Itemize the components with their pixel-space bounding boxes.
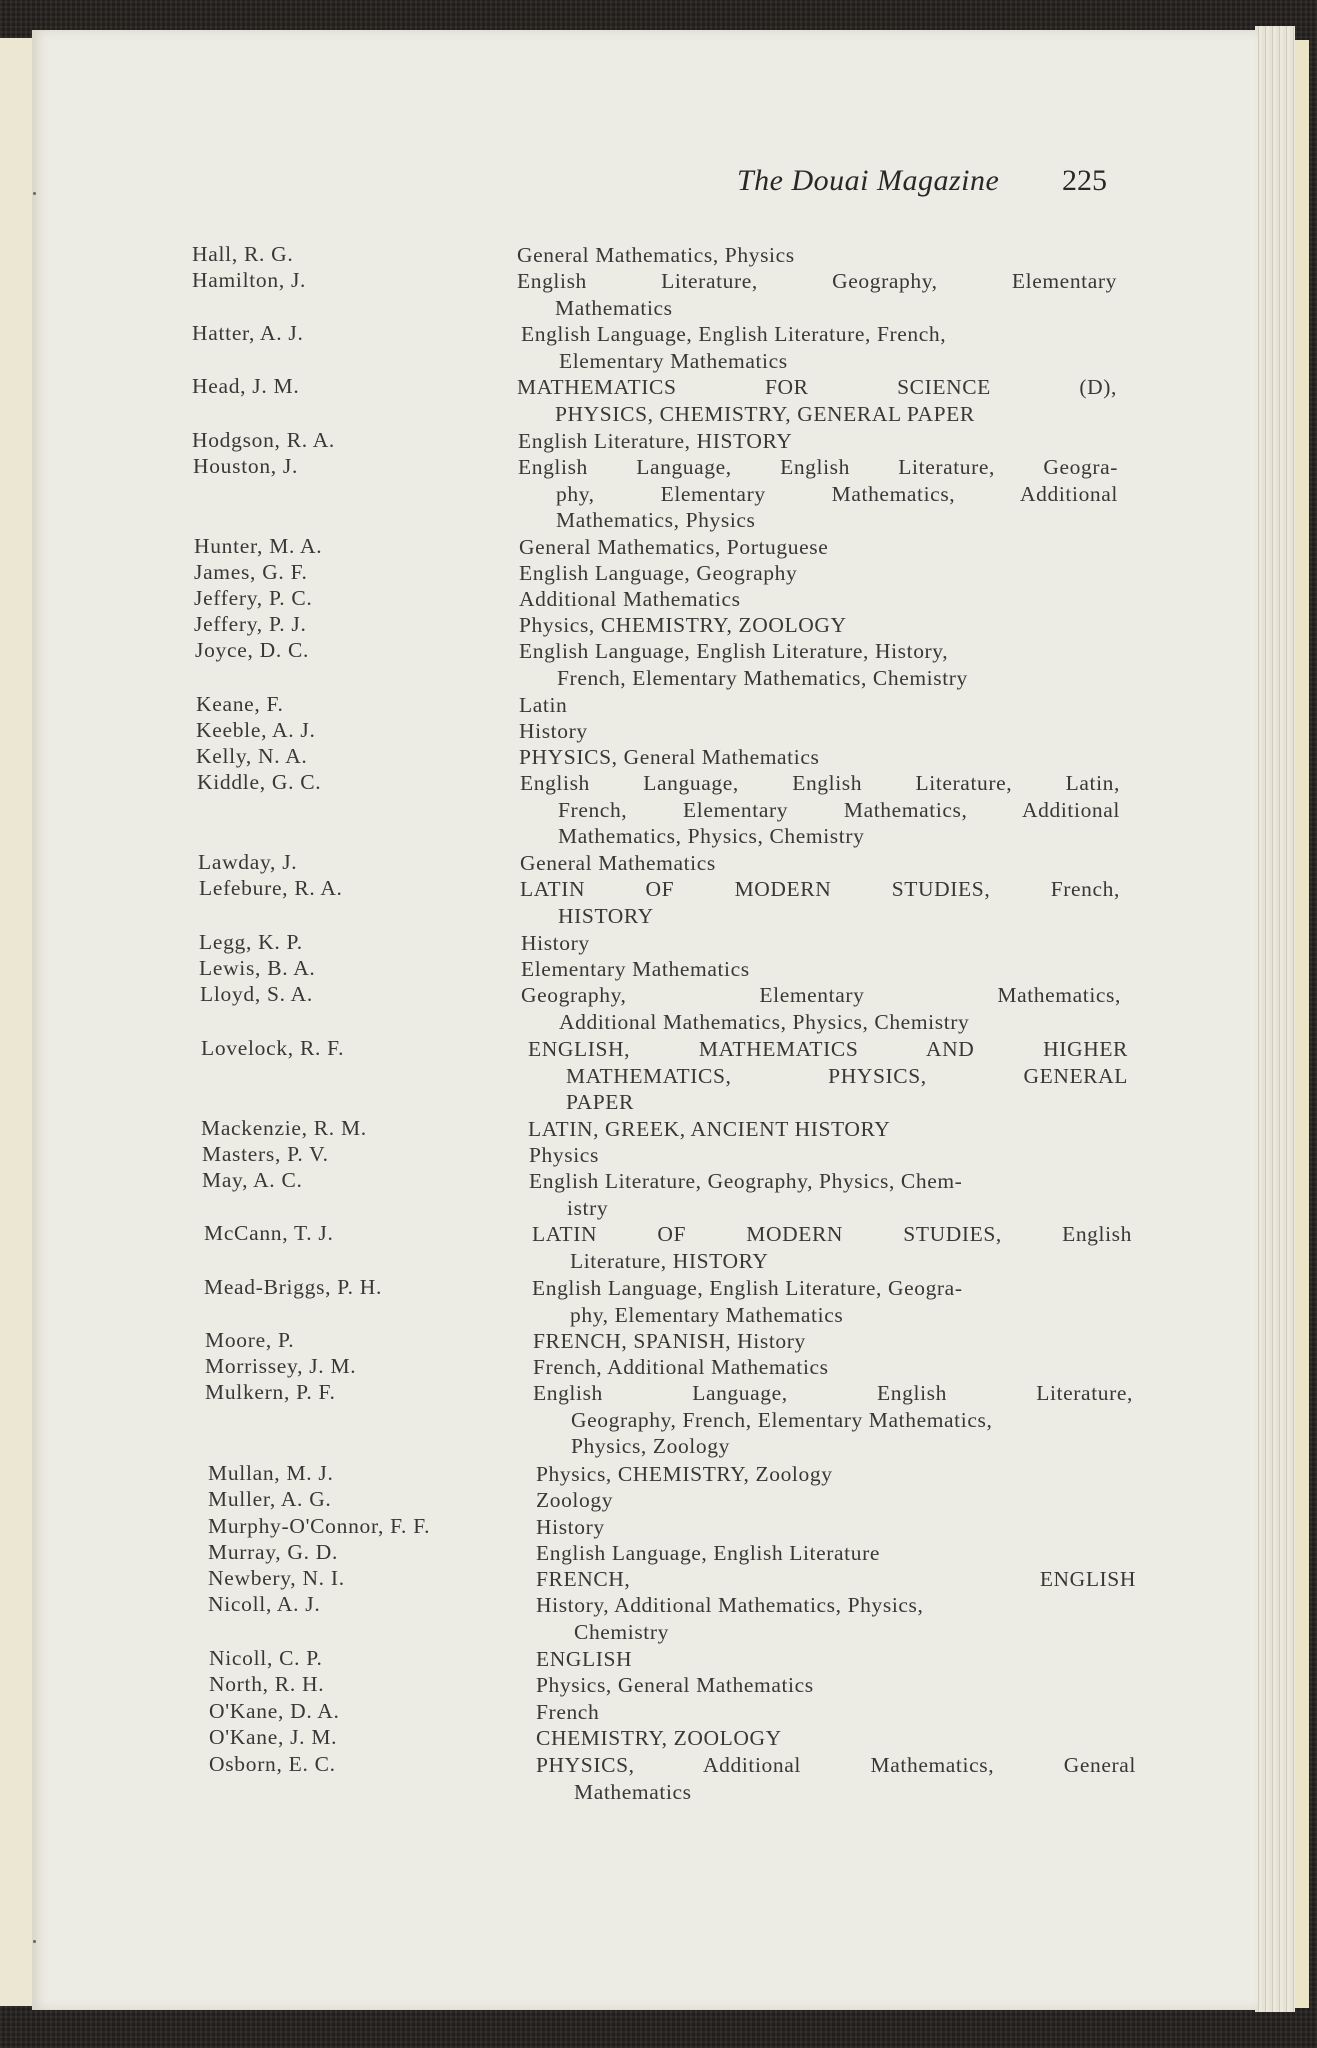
student-name: Kelly, N. A. <box>196 744 308 768</box>
subject-line: ENGLISH, MATHEMATICS AND HIGHER <box>528 1037 1128 1061</box>
subject-line: LATIN OF MODERN STUDIES, English <box>532 1222 1132 1246</box>
student-name: Lawday, J. <box>198 850 298 874</box>
student-name: Head, J. M. <box>192 374 300 398</box>
student-name: Jeffery, P. C. <box>194 586 313 610</box>
subject-line: English Literature, Geography, Elementary <box>517 269 1117 293</box>
student-name: Lefebure, R. A. <box>199 876 343 900</box>
subject-line: ENGLISH <box>536 1647 633 1671</box>
subject-line: History <box>519 719 588 743</box>
subjects-passed <box>519 638 1119 691</box>
student-name: Jeffery, P. J. <box>194 612 307 636</box>
subject-line-continuation: Physics, Zoology <box>571 1434 730 1458</box>
student-name: Legg, K. P. <box>199 930 303 954</box>
subject-line: Elementary Mathematics <box>521 957 750 981</box>
student-name: Murphy-O'Connor, F. F. <box>208 1514 431 1538</box>
subject-line: French, Additional Mathematics <box>533 1355 829 1379</box>
subject-line: English Language, Geography <box>519 561 798 585</box>
page-number: 225 <box>1062 164 1107 197</box>
subject-line: French <box>536 1700 600 1724</box>
student-name: Morrissey, J. M. <box>205 1354 357 1378</box>
subject-line: English Language, English Literature, History, <box>519 639 949 663</box>
student-name: Lewis, B. A. <box>199 956 316 980</box>
subjects-passed <box>520 876 1120 929</box>
subject-line-continuation: MATHEMATICS, PHYSICS, GENERAL <box>566 1063 1128 1088</box>
subject-line: Geography, Elementary Mathematics, <box>521 983 1121 1007</box>
subject-line: History <box>536 1515 605 1539</box>
student-name: Kiddle, G. C. <box>197 770 322 794</box>
subjects-passed <box>520 770 1120 850</box>
subjects-passed <box>517 242 1117 269</box>
subjects-passed <box>519 692 1119 719</box>
subjects-passed <box>528 1116 1128 1143</box>
subject-line: General Mathematics <box>520 851 716 875</box>
subjects-passed <box>519 718 1119 745</box>
student-name: Hodgson, R. A. <box>192 428 335 452</box>
student-name: O'Kane, D. A. <box>209 1699 340 1723</box>
student-name: Masters, P. V. <box>202 1142 329 1166</box>
subject-line-continuation: Mathematics, Physics, Chemistry <box>558 824 865 848</box>
student-name: Lloyd, S. A. <box>200 982 313 1006</box>
subject-line: English Language, English Literature, Geogra- <box>518 455 1118 479</box>
student-name: Moore, P. <box>205 1328 295 1352</box>
subjects-passed <box>521 982 1121 1035</box>
subject-line: English Language, English Literature, Geogra- <box>532 1276 963 1300</box>
student-name: Lovelock, R. F. <box>201 1036 345 1060</box>
margin-speck <box>33 1940 36 1943</box>
subject-line: Additional Mathematics <box>519 587 741 611</box>
student-name: Houston, J. <box>193 454 299 478</box>
student-name: Hunter, M. A. <box>194 534 323 558</box>
subject-line-continuation: Chemistry <box>574 1619 669 1644</box>
subject-line: English Language, English Literature, <box>533 1381 1133 1405</box>
subject-line-continuation: Literature, HISTORY <box>570 1248 769 1273</box>
student-name: Joyce, D. C. <box>195 638 310 662</box>
subject-line: FRENCH, ENGLISH <box>536 1567 1136 1591</box>
subject-line-continuation: Geography, French, Elementary Mathematics, <box>571 1407 993 1432</box>
subjects-passed <box>518 428 1118 455</box>
subjects-passed <box>521 956 1121 983</box>
subjects-passed <box>533 1380 1133 1460</box>
subject-line-continuation: PAPER <box>566 1090 634 1114</box>
subject-line: PHYSICS, General Mathematics <box>519 745 820 769</box>
subject-line-continuation: Elementary Mathematics <box>559 348 788 373</box>
subject-line: English Language, English Literature <box>536 1541 881 1565</box>
subject-line: History <box>521 931 590 955</box>
student-name: Keane, F. <box>196 692 284 716</box>
subject-line: English Language, English Literature, French, <box>521 322 947 346</box>
subject-line-continuation: French, Elementary Mathematics, Additional <box>558 797 1120 822</box>
student-name: Nicoll, A. J. <box>208 1592 321 1616</box>
student-name: Nicoll, C. P. <box>209 1646 323 1670</box>
subjects-passed <box>517 374 1117 427</box>
student-name: Osborn, E. C. <box>209 1752 336 1776</box>
student-name: Keeble, A. J. <box>196 718 316 742</box>
subjects-passed <box>519 612 1119 639</box>
subjects-passed <box>529 1142 1129 1169</box>
student-name: Muller, A. G. <box>208 1487 332 1511</box>
back-cover-edge <box>1295 40 1309 2008</box>
subjects-passed <box>536 1540 1136 1567</box>
subject-line-continuation: Mathematics <box>574 1779 692 1804</box>
subject-line: General Mathematics, Portuguese <box>519 535 829 559</box>
running-title: The Douai Magazine <box>737 164 1000 197</box>
student-name: Mackenzie, R. M. <box>201 1116 367 1140</box>
subjects-passed <box>536 1592 1136 1645</box>
subjects-passed <box>532 1221 1132 1274</box>
subjects-passed <box>519 744 1119 771</box>
subjects-passed <box>536 1487 1136 1514</box>
student-name: Mead-Briggs, P. H. <box>204 1275 383 1299</box>
subject-line: Latin <box>519 693 568 717</box>
student-name: McCann, T. J. <box>204 1221 334 1245</box>
subject-line: Zoology <box>536 1488 614 1512</box>
page-stack-edges <box>1255 26 1295 2012</box>
subjects-passed <box>521 930 1121 957</box>
subjects-passed <box>519 534 1119 561</box>
subjects-passed <box>519 560 1119 587</box>
subjects-passed <box>520 850 1120 877</box>
subjects-passed <box>519 586 1119 613</box>
subject-line-continuation: phy, Elementary Mathematics, Additional <box>556 481 1118 506</box>
subject-line: General Mathematics, Physics <box>517 243 795 267</box>
subject-line: MATHEMATICS FOR SCIENCE (D), <box>517 375 1117 399</box>
subject-line: LATIN, GREEK, ANCIENT HISTORY <box>528 1117 891 1141</box>
subject-line: English Literature, HISTORY <box>518 429 793 453</box>
subjects-passed <box>521 321 1121 374</box>
subjects-passed <box>536 1725 1136 1752</box>
student-name: Hatter, A. J. <box>192 321 304 345</box>
student-name: Murray, G. D. <box>208 1540 339 1564</box>
student-name: Mullan, M. J. <box>208 1461 334 1485</box>
subject-line-continuation: Additional Mathematics, Physics, Chemistry <box>559 1009 970 1034</box>
subject-line: Physics, General Mathematics <box>536 1673 814 1697</box>
subject-line: Physics, CHEMISTRY, ZOOLOGY <box>519 613 847 637</box>
student-name: O'Kane, J. M. <box>209 1725 338 1749</box>
student-name: James, G. F. <box>194 560 308 584</box>
subjects-passed <box>528 1036 1128 1116</box>
student-name: Mulkern, P. F. <box>205 1380 336 1404</box>
subject-line: History, Additional Mathematics, Physics, <box>536 1593 924 1617</box>
subjects-passed <box>536 1752 1136 1805</box>
student-name: Newbery, N. I. <box>208 1566 345 1590</box>
subjects-passed <box>536 1646 1136 1673</box>
previous-page-edge <box>0 38 36 2006</box>
student-name: Hall, R. G. <box>192 242 294 266</box>
subjects-passed <box>536 1699 1136 1726</box>
subjects-passed <box>529 1168 1129 1221</box>
subjects-passed <box>536 1672 1136 1699</box>
subject-line: English Language, English Literature, Latin, <box>520 771 1120 795</box>
subject-line-continuation: HISTORY <box>558 903 654 928</box>
subject-line: PHYSICS, Additional Mathematics, General <box>536 1753 1136 1777</box>
subject-line: Physics <box>529 1143 599 1167</box>
subject-line: CHEMISTRY, ZOOLOGY <box>536 1726 782 1750</box>
subjects-passed <box>536 1461 1136 1488</box>
subject-line-continuation: Mathematics, Physics <box>556 508 756 532</box>
subjects-passed <box>532 1275 1132 1328</box>
subjects-passed <box>517 268 1117 321</box>
subject-line-continuation: PHYSICS, CHEMISTRY, GENERAL PAPER <box>555 401 975 426</box>
subjects-passed <box>533 1354 1133 1381</box>
student-name: May, A. C. <box>202 1168 303 1192</box>
subjects-passed <box>518 454 1118 534</box>
student-name: Hamilton, J. <box>192 268 307 292</box>
subject-line: English Literature, Geography, Physics, Chem- <box>529 1169 963 1193</box>
subjects-passed <box>533 1328 1133 1355</box>
subject-line-continuation: Mathematics <box>555 295 673 320</box>
subject-line: LATIN OF MODERN STUDIES, French, <box>520 877 1120 901</box>
subject-line: FRENCH, SPANISH, History <box>533 1329 806 1353</box>
subject-line-continuation: phy, Elementary Mathematics <box>570 1302 844 1327</box>
subject-line: Physics, CHEMISTRY, Zoology <box>536 1462 833 1486</box>
margin-speck <box>33 192 36 195</box>
student-name: North, R. H. <box>209 1672 325 1696</box>
subject-line-continuation: French, Elementary Mathematics, Chemistry <box>557 665 968 690</box>
subjects-passed <box>536 1514 1136 1541</box>
subjects-passed <box>536 1566 1136 1593</box>
subject-line-continuation: istry <box>567 1195 609 1220</box>
